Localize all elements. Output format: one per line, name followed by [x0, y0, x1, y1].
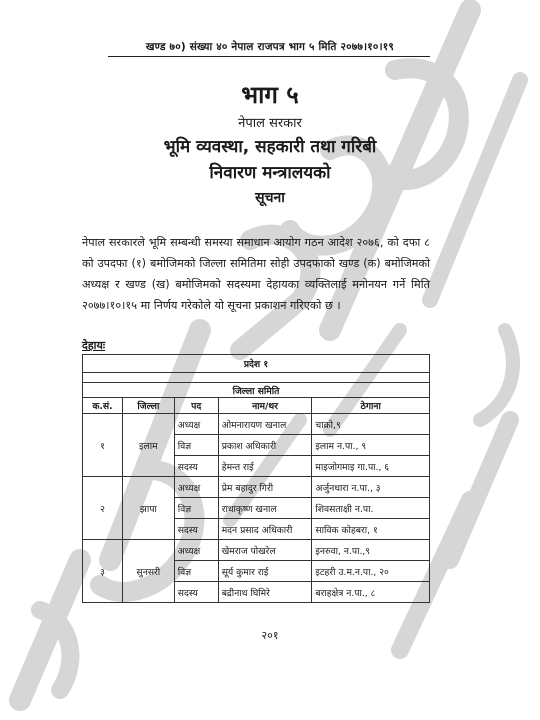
address-cell: शिवसताक्षी न.पा. — [312, 498, 430, 519]
position-cell: सदस्य — [174, 519, 218, 540]
person-name-cell: ओमनारायण खनाल — [218, 414, 312, 435]
person-name-cell: खेमराज पोखरेल — [218, 540, 312, 561]
person-name-cell: राधाकृष्ण खनाल — [218, 498, 312, 519]
person-name-cell: प्रकाश अधिकारी — [218, 435, 312, 456]
col-header-address: ठेगाना — [312, 398, 430, 414]
position-cell: अध्यक्ष — [174, 477, 218, 498]
address-cell: इटहरी उ.म.न.पा., २० — [312, 561, 430, 582]
table-row — [83, 414, 430, 435]
person-name-cell: बद्रीनाथ घिमिरे — [218, 582, 312, 603]
position-cell: विज्ञ — [174, 561, 218, 582]
province-row — [83, 355, 430, 373]
position-cell: अध्यक्ष — [174, 414, 218, 435]
committee-cell: जिल्ला समिति — [83, 383, 430, 398]
address-cell: अर्जुनधारा न.पा., ३ — [312, 477, 430, 498]
col-header-sn: क.सं. — [83, 398, 123, 414]
ministry-name-line1: भूमि व्यवस्था, सहकारी तथा गरिबी — [163, 137, 377, 157]
person-name-cell: प्रेम बहादुर गिरी — [218, 477, 312, 498]
ministry-name-line2: निवारण मन्त्रालयको — [209, 163, 331, 183]
address-cell: इनरुवा, न.पा.,९ — [312, 540, 430, 561]
dehay-label: देहायः — [82, 339, 106, 352]
government-name: नेपाल सरकार — [238, 116, 302, 131]
position-cell: सदस्य — [174, 582, 218, 603]
table-row — [83, 540, 430, 561]
position-cell: सदस्य — [174, 456, 218, 477]
notice-title: सूचना — [255, 190, 285, 206]
gazette-header: खण्ड ७०) संख्या ४० नेपाल राजपत्र भाग ५ मिति २०७७।१०।१९ — [145, 41, 395, 53]
page-number: २०१ — [261, 629, 279, 642]
header-rule — [108, 56, 430, 57]
spacer-cell — [83, 373, 430, 383]
col-header-district: जिल्ला — [122, 398, 174, 414]
position-cell: विज्ञ — [174, 435, 218, 456]
district-name: इलाम — [122, 414, 174, 477]
district-sn: २ — [83, 477, 123, 540]
address-cell: बराहक्षेत्र न.पा., ८ — [312, 582, 430, 603]
address-cell: चाक्रो,९ — [312, 414, 430, 435]
position-cell: अध्यक्ष — [174, 540, 218, 561]
address-cell: इलाम न.पा., ९ — [312, 435, 430, 456]
address-cell: साविक कोहबरा, १ — [312, 519, 430, 540]
district-sn: १ — [83, 414, 123, 477]
notice-body: नेपाल सरकारले भूमि सम्बन्धी समस्या समाधान आयोग गठन आदेश २०७६, को दफा ८ को उपदफा (१) बमोजिमको जिल्ला समितिमा सोही उपदफाको खण्ड (क) बमोजिमको अध्यक्ष र खण्ड (ख) बमोजिमको सदस्यमा देहायका व्यक्तिलाई मनोनयन गर्ने मिति २०७७।१०।१५ मा निर्णय गरेकोले यो सूचना प्रकाशन गरिएको छ । — [82, 236, 430, 312]
committee-row — [83, 383, 430, 398]
header-row — [83, 398, 430, 414]
committee-table — [82, 354, 430, 603]
province-cell: प्रदेश १ — [83, 355, 430, 373]
position-cell: विज्ञ — [174, 498, 218, 519]
col-header-position: पद — [174, 398, 218, 414]
spacer-row — [83, 373, 430, 383]
col-header-name: नाम/थर — [218, 398, 312, 414]
table-row — [83, 477, 430, 498]
address-cell: माइजोगमाइ गा.पा., ६ — [312, 456, 430, 477]
part-title: भाग ५ — [241, 81, 299, 109]
person-name-cell: हेमन्त राई — [218, 456, 312, 477]
person-name-cell: मदन प्रसाद अधिकारी — [218, 519, 312, 540]
district-name: झापा — [122, 477, 174, 540]
person-name-cell: सूर्य कुमार राई — [218, 561, 312, 582]
district-sn: ३ — [83, 540, 123, 603]
district-name: सुनसरी — [122, 540, 174, 603]
